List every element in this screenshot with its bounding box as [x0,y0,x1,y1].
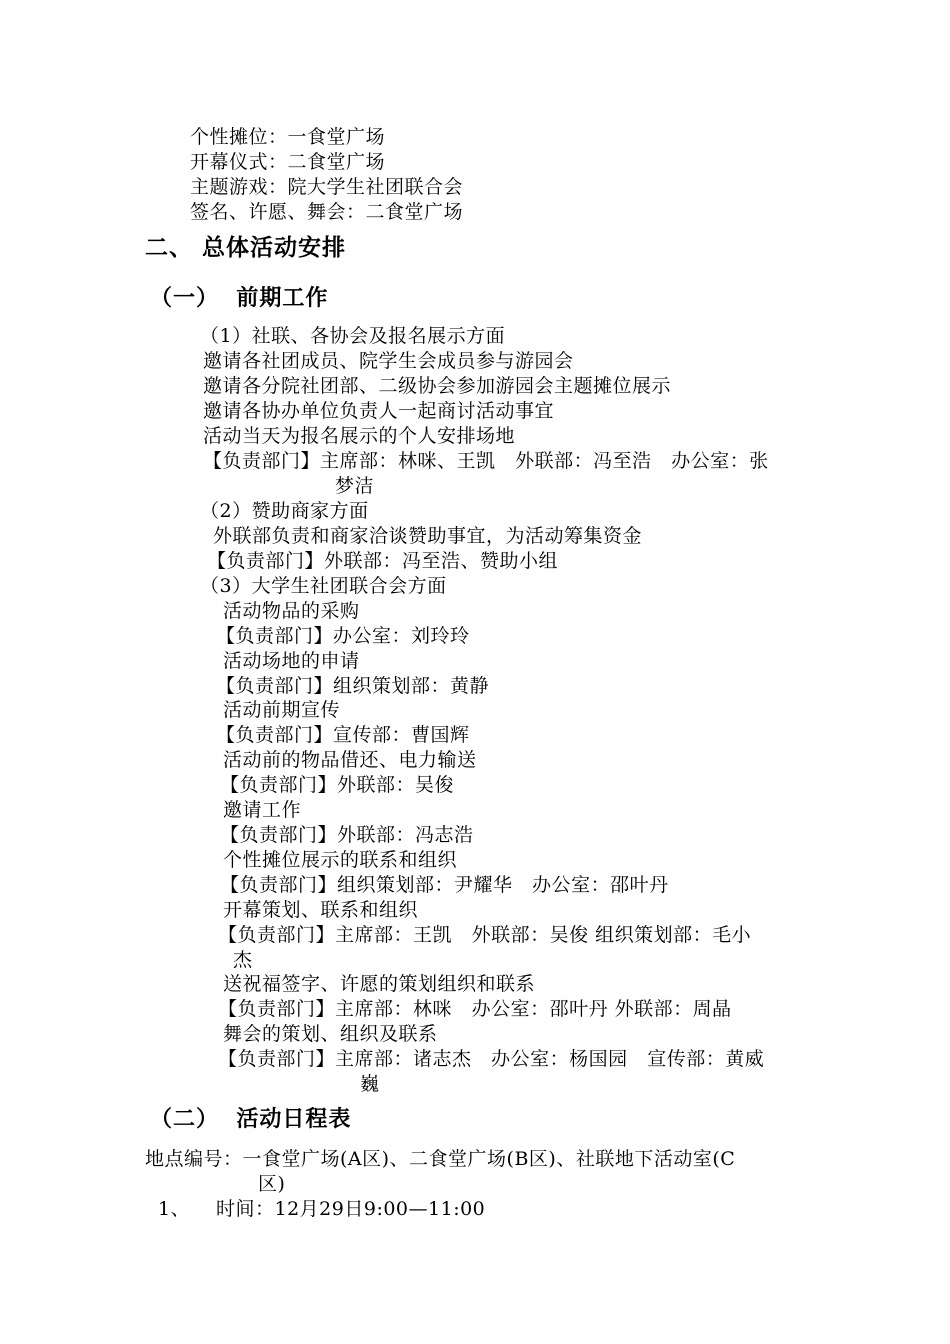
section-2-heading: 二、 总体活动安排 [145,235,347,261]
time-item: 时间：12月29日9:00—11:00 [216,1198,486,1220]
part1-line: 邀请各协办单位负责人一起商讨活动事宜 [203,400,555,422]
subsection-1-heading: （一） 前期工作 [150,286,329,311]
part3-line: 舞会的策划、组织及联系 [223,1023,438,1045]
part3-line: 活动物品的采购 [223,600,360,622]
part3-line: 活动场地的申请 [223,650,360,672]
venue-line: 个性摊位：一食堂广场 [190,126,386,148]
part1-heading: （1）社联、各协会及报名展示方面 [200,325,506,347]
location-code: 地点编号：一食堂广场(A区)、二食堂广场(B区)、社联地下活动室(C [145,1148,736,1170]
part3-line: 【负责部门】主席部：林咪 办公室：邵叶丹 外联部：周晶 [218,998,732,1020]
part1-line: 邀请各社团成员、院学生会成员参与游园会 [203,350,574,372]
location-code-cont: 区) [258,1173,286,1195]
part3-line: 活动前的物品借还、电力输送 [223,749,477,771]
part1-responsible: 【负责部门】主席部：林咪、王凯 外联部：冯至浩 办公室：张 [203,450,769,472]
part3-line: 【负责部门】办公室：刘玲玲 [216,625,470,647]
venue-line: 主题游戏：院大学生社团联合会 [190,176,464,198]
part3-line: 【负责部门】主席部：王凯 外联部：吴俊 组织策划部：毛小 [218,924,752,946]
part2-responsible: 【负责部门】外联部：冯至浩、赞助小组 [207,550,559,572]
part3-line: 【负责部门】组织策划部：黄静 [216,675,490,697]
part3-line: 【负责部门】组织策划部：尹耀华 办公室：邵叶丹 [220,874,669,896]
venue-line: 开幕仪式：二食堂广场 [190,151,386,173]
part1-responsible-cont: 梦洁 [335,475,375,497]
part3-line: 杰 [233,949,253,971]
part1-line: 活动当天为报名展示的个人安排场地 [203,425,516,447]
part3-line: 个性摊位展示的联系和组织 [223,849,458,871]
part3-line: 【负责部门】宣传部：曹国辉 [216,724,470,746]
part3-line: 活动前期宣传 [223,699,341,721]
time-item-number: 1、 [158,1198,191,1220]
part3-line: 【负责部门】主席部：诸志杰 办公室：杨国园 宣传部：黄威 [218,1048,765,1070]
part2-line: 外联部负责和商家洽谈赞助事宜，为活动筹集资金 [213,525,643,547]
venue-line: 签名、许愿、舞会：二食堂广场 [190,201,464,223]
part3-line: 邀请工作 [223,799,302,821]
part3-line: 巍 [360,1073,380,1095]
subsection-2-heading: （二） 活动日程表 [150,1107,352,1132]
part3-line: 送祝福签字、许愿的策划组织和联系 [223,973,536,995]
part2-heading: （2）赞助商家方面 [200,500,369,522]
part1-line: 邀请各分院社团部、二级协会参加游园会主题摊位展示 [203,375,672,397]
part3-line: 【负责部门】外联部：冯志浩 [220,824,474,846]
part3-line: 开幕策划、联系和组织 [223,899,419,921]
part3-line: 【负责部门】外联部：吴俊 [220,774,455,796]
part3-heading: （3）大学生社团联合会方面 [200,575,447,597]
